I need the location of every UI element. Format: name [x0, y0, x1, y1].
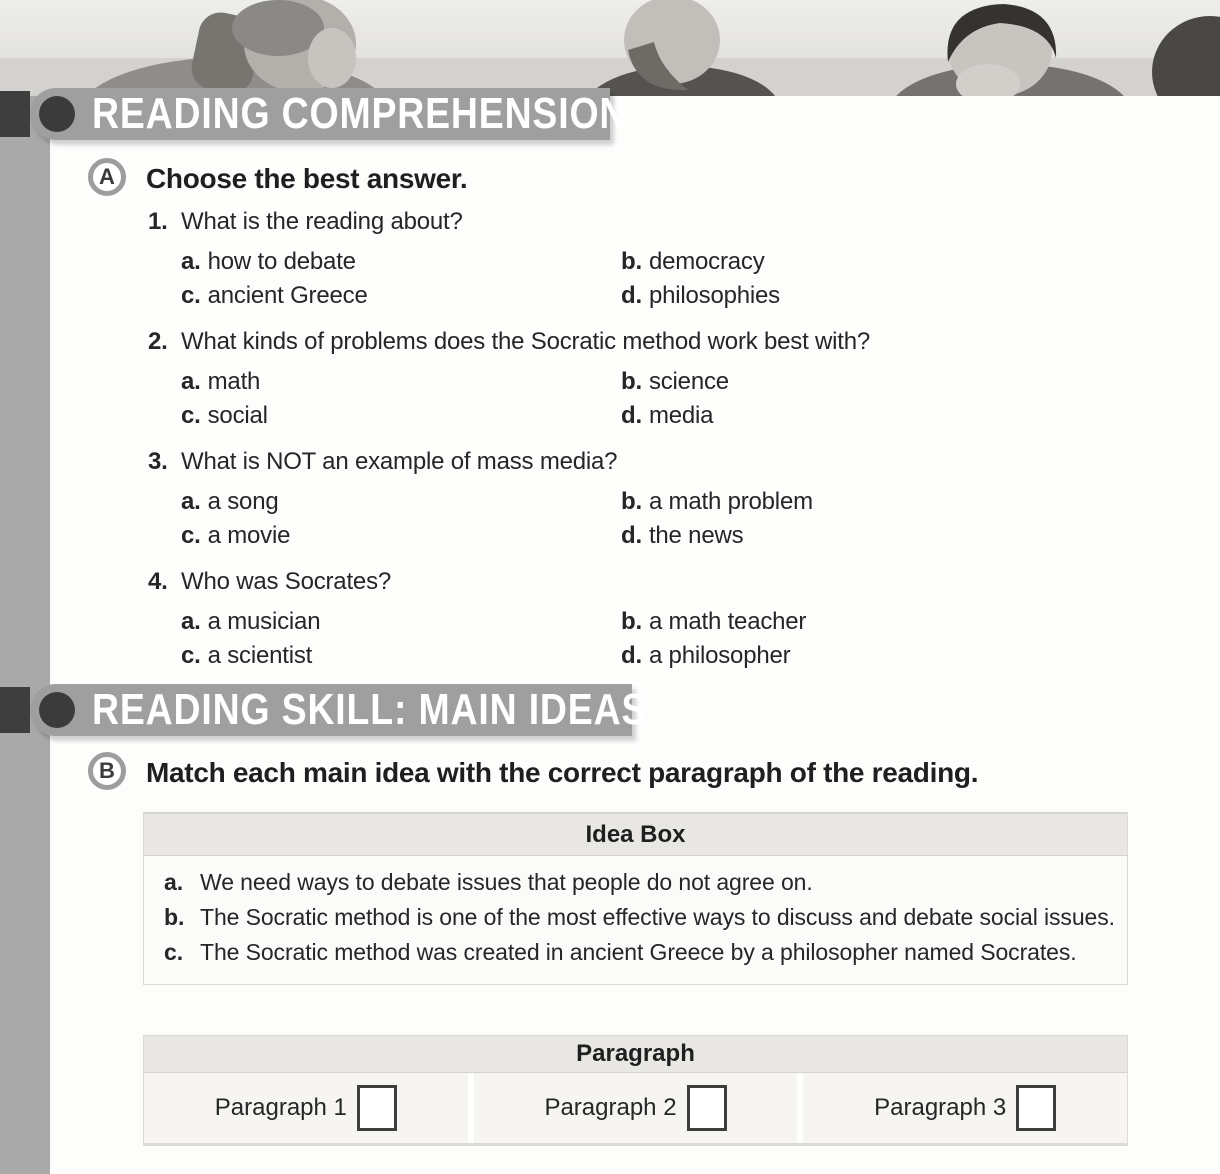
option-letter: c.	[181, 402, 201, 429]
idea-box	[143, 812, 1128, 985]
section-banner-reading-comprehension	[0, 88, 628, 140]
option-b[interactable]	[621, 245, 1158, 279]
idea-letter: c.	[164, 939, 184, 965]
banner-bar	[30, 684, 648, 736]
question-number: 4.	[148, 568, 168, 595]
option-letter: d.	[621, 402, 642, 429]
section-banner-reading-skill	[0, 684, 648, 736]
option-text: a philosopher	[648, 642, 791, 669]
paragraph-2-answer-box[interactable]	[687, 1085, 727, 1131]
idea-letter: b.	[164, 904, 185, 930]
question-text: Who was Socrates?	[181, 568, 392, 595]
option-text: democracy	[648, 248, 765, 275]
question-2	[148, 325, 1158, 433]
exercise-a-instruction: Choose the best answer.	[146, 163, 468, 194]
option-grid	[181, 605, 1158, 673]
option-c[interactable]	[181, 279, 621, 313]
option-text: social	[207, 402, 268, 429]
option-b[interactable]	[621, 485, 1158, 519]
option-d[interactable]	[621, 639, 1158, 673]
option-text: math	[207, 368, 261, 395]
paragraph-3-label: Paragraph 3	[874, 1094, 1007, 1121]
question-number: 2.	[148, 328, 168, 355]
paragraph-3-cell	[803, 1073, 1127, 1143]
option-letter: b.	[621, 488, 642, 515]
idea-text: We need ways to debate issues that people do not agree on.	[200, 869, 813, 895]
section-title: READING SKILL: MAIN IDEAS	[92, 685, 648, 734]
left-margin-strip	[0, 96, 50, 1174]
option-a[interactable]	[181, 245, 621, 279]
question-1	[148, 205, 1158, 313]
option-text: a musician	[207, 608, 321, 635]
option-letter: d.	[621, 642, 642, 669]
paragraph-table-body	[144, 1073, 1127, 1146]
paragraph-table	[143, 1035, 1128, 1146]
question-text: What is NOT an example of mass media?	[181, 448, 618, 475]
option-text: a scientist	[207, 642, 313, 669]
option-text: how to debate	[207, 248, 356, 275]
exercise-a-badge: A	[88, 158, 126, 196]
option-letter: a.	[181, 248, 201, 275]
question-list	[148, 205, 1158, 685]
header-photo-illustration	[0, 0, 1220, 96]
option-d[interactable]	[621, 279, 1158, 313]
question-text: What is the reading about?	[181, 208, 463, 235]
option-letter: c.	[181, 282, 201, 309]
option-text: media	[648, 402, 714, 429]
paragraph-1-answer-box[interactable]	[357, 1085, 397, 1131]
paragraph-table-title: Paragraph	[144, 1036, 1127, 1073]
question-title	[148, 565, 1158, 599]
option-letter: d.	[621, 282, 642, 309]
option-letter: b.	[621, 248, 642, 275]
question-title	[148, 445, 1158, 479]
option-letter: d.	[621, 522, 642, 549]
banner-left-block	[0, 91, 30, 137]
option-letter: a.	[181, 488, 201, 515]
option-text: a math problem	[648, 488, 813, 515]
paragraph-2-label: Paragraph 2	[544, 1094, 677, 1121]
idea-box-title: Idea Box	[144, 814, 1127, 856]
exercise-b-badge: B	[88, 752, 126, 790]
paragraph-2-cell	[474, 1073, 798, 1143]
question-title	[148, 205, 1158, 239]
option-a[interactable]	[181, 485, 621, 519]
idea-item-a	[144, 866, 1127, 899]
bullet-circle-icon	[39, 692, 75, 728]
idea-letter: a.	[164, 869, 184, 895]
header-photo	[0, 0, 1220, 96]
question-number: 1.	[148, 208, 168, 235]
option-letter: a.	[181, 608, 201, 635]
option-text: a math teacher	[648, 608, 807, 635]
option-letter: b.	[621, 608, 642, 635]
idea-box-body	[144, 856, 1127, 984]
idea-text: The Socratic method is one of the most effective ways to discuss and debate social issues.	[200, 904, 1115, 930]
option-d[interactable]	[621, 399, 1158, 433]
paragraph-1-cell	[144, 1073, 468, 1143]
option-grid	[181, 485, 1158, 553]
option-letter: c.	[181, 642, 201, 669]
option-letter: b.	[621, 368, 642, 395]
option-text: the news	[648, 522, 744, 549]
paragraph-3-answer-box[interactable]	[1016, 1085, 1056, 1131]
option-d[interactable]	[621, 519, 1158, 553]
question-3	[148, 445, 1158, 553]
banner-left-block	[0, 687, 30, 733]
section-title: READING COMPREHENSION	[92, 89, 628, 138]
question-title	[148, 325, 1158, 359]
option-b[interactable]	[621, 365, 1158, 399]
option-a[interactable]	[181, 365, 621, 399]
option-c[interactable]	[181, 639, 621, 673]
exercise-b-instruction: Match each main idea with the correct paragraph of the reading.	[146, 757, 979, 788]
option-text: philosophies	[648, 282, 780, 309]
option-letter: a.	[181, 368, 201, 395]
bullet-circle-icon	[39, 96, 75, 132]
option-text: a movie	[207, 522, 291, 549]
idea-item-c	[144, 936, 1127, 969]
option-text: a song	[207, 488, 279, 515]
idea-item-b	[144, 901, 1127, 934]
option-text: science	[648, 368, 729, 395]
option-text: ancient Greece	[207, 282, 368, 309]
idea-text: The Socratic method was created in ancient Greece by a philosopher named Socrates.	[200, 939, 1077, 965]
question-4	[148, 565, 1158, 673]
option-a[interactable]	[181, 605, 621, 639]
option-c[interactable]	[181, 399, 621, 433]
option-grid	[181, 365, 1158, 433]
option-b[interactable]	[621, 605, 1158, 639]
option-letter: c.	[181, 522, 201, 549]
option-grid	[181, 245, 1158, 313]
question-text: What kinds of problems does the Socratic method work best with?	[181, 328, 871, 355]
banner-bar	[30, 88, 628, 140]
paragraph-1-label: Paragraph 1	[214, 1094, 347, 1121]
question-number: 3.	[148, 448, 168, 475]
option-c[interactable]	[181, 519, 621, 553]
